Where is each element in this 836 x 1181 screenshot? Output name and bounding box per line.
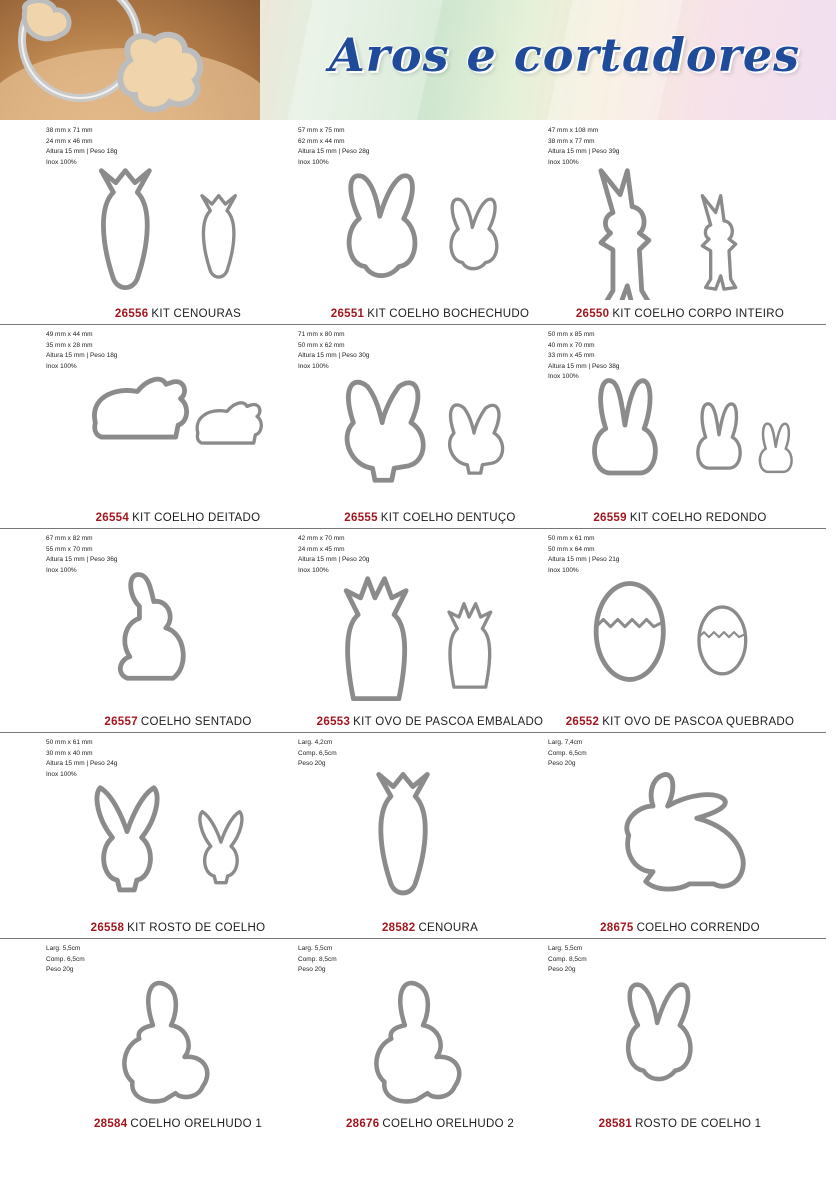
product-code: 26554 <box>95 512 130 524</box>
product-code: 26551 <box>330 308 365 320</box>
product-caption <box>296 716 564 728</box>
spec-line: Inox 100% <box>46 770 77 778</box>
product-name: COELHO ORELHUDO 1 <box>130 1118 263 1130</box>
spec-line: Altura 15 mm | Peso 36g <box>46 556 118 563</box>
spec-line: 67 mm x 82 mm <box>46 535 93 542</box>
product-caption <box>44 308 312 320</box>
bunny-face-cutter-icon <box>296 154 564 300</box>
product-name: ROSTO DE COELHO 1 <box>635 1118 762 1130</box>
product-name: KIT OVO DE PASCOA EMBALADO <box>353 716 544 728</box>
product-caption <box>44 922 312 934</box>
product-code: 26555 <box>344 512 378 524</box>
product-specs <box>548 738 587 770</box>
spec-line: Comp. 6,5cm <box>298 749 337 757</box>
spec-line: Comp. 6,5cm <box>548 749 587 757</box>
spec-line: Inox 100% <box>46 158 77 166</box>
product-specs <box>548 944 587 976</box>
product-card[interactable] <box>44 938 312 1134</box>
product-card[interactable] <box>296 324 564 528</box>
product-card[interactable] <box>296 732 564 938</box>
spec-line: Peso 20g <box>46 966 74 973</box>
product-specs <box>46 944 85 976</box>
product-name: KIT OVO DE PASCOA QUEBRADO <box>602 716 795 728</box>
carrot-cutter-icon <box>44 154 312 300</box>
product-code: 28676 <box>345 1118 380 1130</box>
spec-line: Inox 100% <box>298 362 329 370</box>
product-card[interactable] <box>44 324 312 528</box>
product-card[interactable] <box>44 120 312 324</box>
product-code: 28675 <box>600 922 634 934</box>
product-card[interactable] <box>296 938 564 1134</box>
product-card[interactable] <box>44 528 312 732</box>
product-caption <box>546 922 814 934</box>
product-card[interactable] <box>296 120 564 324</box>
product-card[interactable] <box>546 732 814 938</box>
spec-line: Comp. 8,5cm <box>548 955 587 963</box>
product-code: 26556 <box>114 308 149 320</box>
product-row <box>0 528 826 733</box>
spec-line: 24 mm x 45 mm <box>298 545 345 553</box>
spec-line: 50 mm x 61 mm <box>46 739 93 746</box>
product-caption <box>296 512 564 524</box>
spec-line: Larg. 7,4cm <box>548 739 583 746</box>
product-card[interactable] <box>546 324 814 528</box>
spec-line: 50 mm x 62 mm <box>298 341 345 349</box>
product-code: 26552 <box>565 716 600 728</box>
spec-line: 33 mm x 45 mm <box>548 352 595 359</box>
spec-line: 55 mm x 70 mm <box>46 545 93 553</box>
cookie-cutters-photo-art <box>0 0 260 120</box>
product-name: KIT CENOURAS <box>151 308 242 320</box>
spec-line: Larg. 5,5cm <box>548 945 583 952</box>
product-code: 26557 <box>104 716 138 728</box>
spec-line: Altura 15 mm | Peso 18g <box>46 148 118 155</box>
page-title: Aros e cortadores <box>328 28 800 82</box>
sitting-bunny-cutter-icon <box>44 562 312 708</box>
spec-line: Inox 100% <box>46 362 77 370</box>
product-caption <box>296 1118 564 1130</box>
spec-line: Altura 15 mm | Peso 21g <box>548 556 620 563</box>
product-code: 26553 <box>316 716 351 728</box>
product-code: 28584 <box>93 1118 128 1130</box>
bunny-face-cutter-icon <box>546 972 814 1110</box>
spec-line: 62 mm x 44 mm <box>298 137 345 145</box>
spec-line: 71 mm x 80 mm <box>298 331 345 338</box>
product-caption <box>546 512 814 524</box>
spec-line: Altura 15 mm | Peso 20g <box>298 556 370 563</box>
spec-line: Inox 100% <box>548 566 579 574</box>
spec-line: Larg. 5,5cm <box>46 945 81 952</box>
spec-line: Altura 15 mm | Peso 24g <box>46 760 118 767</box>
spec-line: Altura 15 mm | Peso 28g <box>298 148 370 155</box>
spec-line: Inox 100% <box>298 566 329 574</box>
product-card[interactable] <box>296 528 564 732</box>
spec-line: Inox 100% <box>46 566 77 574</box>
product-name: KIT ROSTO DE COELHO <box>127 922 266 934</box>
product-code: 28582 <box>381 922 416 934</box>
bucktooth-bunny-cutter-icon <box>296 358 564 504</box>
spec-line: Peso 20g <box>298 966 326 973</box>
product-specs <box>298 738 337 770</box>
product-row <box>0 120 826 325</box>
round-bunny-cutter-icon <box>546 358 814 504</box>
spec-line: Peso 20g <box>548 966 576 973</box>
spec-line: Peso 20g <box>298 760 326 767</box>
product-name: COELHO CORRENDO <box>636 922 760 934</box>
spec-line: 38 mm x 71 mm <box>46 127 93 134</box>
product-card[interactable] <box>546 938 814 1134</box>
product-caption <box>546 716 814 728</box>
product-row <box>0 732 826 939</box>
spec-line: Larg. 5,5cm <box>298 945 333 952</box>
product-caption <box>44 1118 312 1130</box>
product-caption <box>296 308 564 320</box>
product-name: KIT COELHO DEITADO <box>132 512 261 524</box>
product-card[interactable] <box>546 120 814 324</box>
product-name: KIT COELHO DENTUÇO <box>380 512 516 524</box>
product-code: 26559 <box>593 512 627 524</box>
eared-bunny-cutter-icon <box>296 972 564 1110</box>
product-caption <box>44 716 312 728</box>
product-card[interactable] <box>44 732 312 938</box>
spec-line: Inox 100% <box>548 158 579 166</box>
product-row <box>0 324 826 529</box>
spec-line: 57 mm x 75 mm <box>298 127 345 134</box>
bunny-body-cutter-icon <box>546 154 814 300</box>
spec-line: 40 mm x 70 mm <box>548 341 595 349</box>
spec-line: 24 mm x 46 mm <box>46 137 93 145</box>
spec-line: Comp. 6,5cm <box>46 955 85 963</box>
spec-line: 42 mm x 70 mm <box>298 535 345 542</box>
product-code: 26550 <box>575 308 610 320</box>
spec-line: Larg. 4,2cm <box>298 739 333 746</box>
spec-line: Peso 20g <box>548 760 576 767</box>
wrapped-egg-cutter-icon <box>296 562 564 708</box>
spec-line: Inox 100% <box>548 373 579 380</box>
carrot-cutter-icon <box>296 766 564 914</box>
spec-line: 30 mm x 40 mm <box>46 749 93 757</box>
product-caption <box>546 1118 814 1130</box>
cookie-cutters-photo <box>0 0 260 120</box>
product-caption <box>44 512 312 524</box>
product-name: KIT COELHO REDONDO <box>629 512 767 524</box>
spec-line: Altura 15 mm | Peso 38g <box>548 362 620 370</box>
header-banner <box>0 0 836 120</box>
product-code: 26558 <box>90 922 125 934</box>
lying-bunny-cutter-icon <box>44 358 312 504</box>
product-caption <box>546 308 814 320</box>
spec-line: Altura 15 mm | Peso 18g <box>46 352 118 359</box>
eared-bunny-cutter-icon <box>44 972 312 1110</box>
product-code: 28581 <box>598 1118 633 1130</box>
bunny-head-cutter-icon <box>44 766 312 914</box>
spec-line: Altura 15 mm | Peso 30g <box>298 352 370 359</box>
spec-line: 47 mm x 108 mm <box>548 127 599 134</box>
running-bunny-cutter-icon <box>546 766 814 914</box>
product-name: COELHO ORELHUDO 2 <box>382 1118 515 1130</box>
spec-line: 49 mm x 44 mm <box>46 331 93 338</box>
spec-line: 50 mm x 85 mm <box>548 331 595 338</box>
spec-line: 38 mm x 77 mm <box>548 137 595 145</box>
product-name: KIT COELHO BOCHECHUDO <box>367 308 530 320</box>
spec-line: Inox 100% <box>298 158 329 166</box>
product-caption <box>296 922 564 934</box>
product-card[interactable] <box>546 528 814 732</box>
product-name: KIT COELHO CORPO INTEIRO <box>612 308 785 320</box>
spec-line: Comp. 8,5cm <box>298 955 337 963</box>
spec-line: 50 mm x 61 mm <box>548 535 595 542</box>
product-name: COELHO SENTADO <box>140 716 252 728</box>
spec-line: 50 mm x 64 mm <box>548 545 595 553</box>
cracked-egg-cutter-icon <box>546 562 814 708</box>
product-name: CENOURA <box>418 922 479 934</box>
spec-line: 35 mm x 28 mm <box>46 341 93 349</box>
spec-line: Altura 15 mm | Peso 39g <box>548 148 620 155</box>
product-specs <box>298 944 337 976</box>
product-row <box>0 938 826 1134</box>
